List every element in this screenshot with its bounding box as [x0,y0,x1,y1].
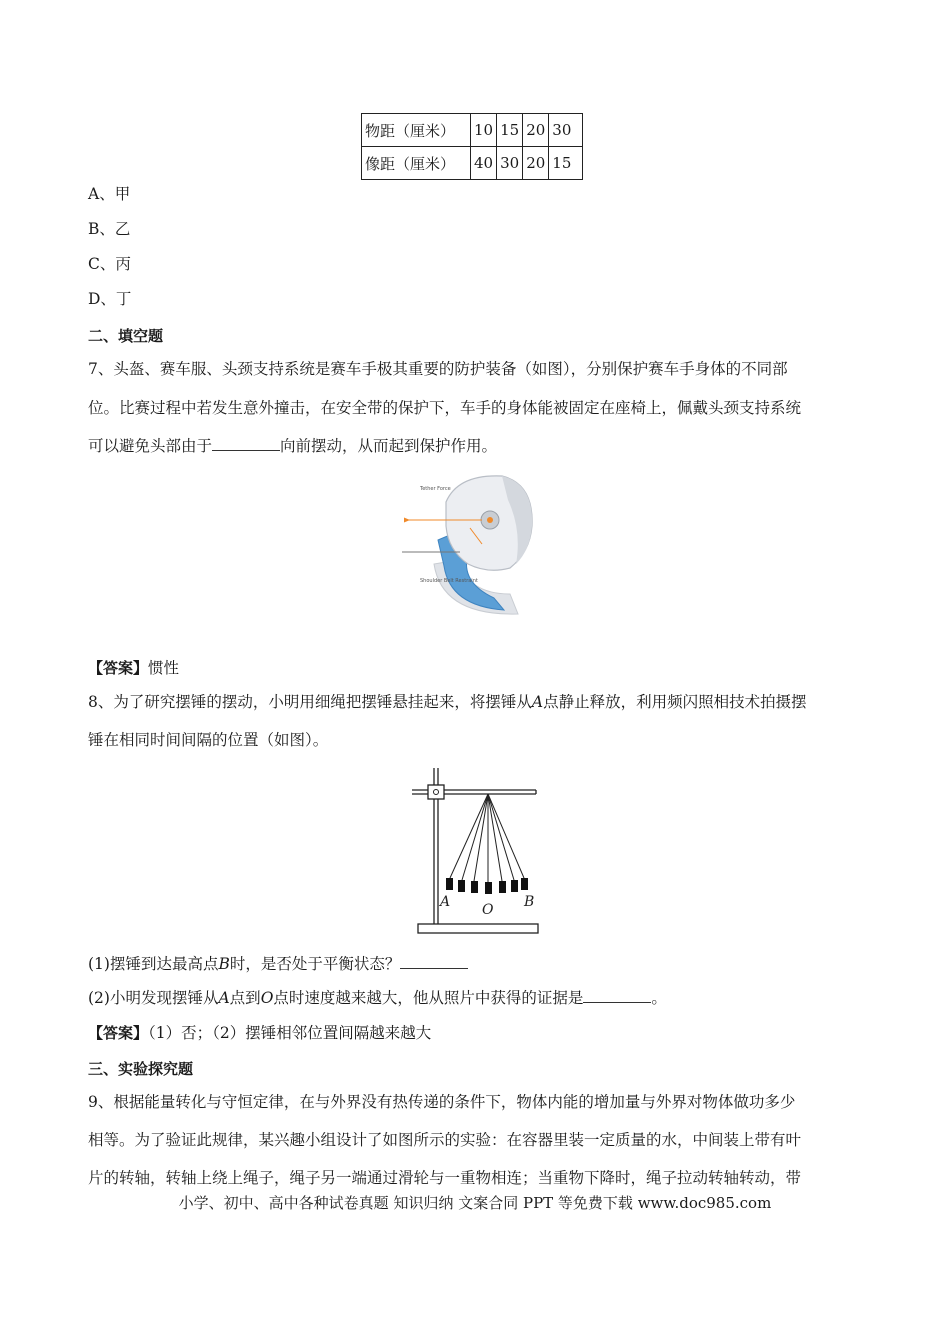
helmet-hans-figure [398,470,538,616]
answer-label: 【答案】 [88,1024,149,1042]
pendulum-label-o: O [482,902,494,918]
section-heading-fill-blank: 二、填空题 [88,327,164,345]
q8-sub-2-mid-1: 点到 [229,989,261,1007]
q7-answer [88,658,179,678]
table-cell: 30 [549,114,583,147]
q8-line-1 [88,692,807,712]
q7-line-2: 位。比赛过程中若发生意外撞击，在安全带的保护下，车手的身体能被固定在座椅上，佩戴头颈支持系统 [88,399,802,417]
q9-line-3: 片的转轴，转轴上绕上绳子，绳子另一端通过滑轮与一重物相连；当重物下降时，绳子拉动转轴转动，带 [88,1169,802,1187]
q8-answer-text: （1）否；（2）摆锤相邻位置间隔越来越大 [148,1024,432,1042]
tether-force-label: Tether Force [420,486,451,492]
q8-sub-2-start: (2)小明发现摆锤从 [88,989,219,1007]
q9-line-2: 相等。为了验证此规律，某兴趣小组设计了如图所示的实验：在容器里装一定质量的水，中间装上带有叶 [88,1131,802,1149]
answer-label: 【答案】 [88,659,149,677]
point-o-label: O [260,989,274,1007]
q8-line-1-end: 点静止释放，利用频闪照相技术拍摄摆 [543,693,807,711]
table-cell: 15 [497,114,523,147]
option-d: D、丁 [88,290,132,308]
q7-line-3 [88,436,497,456]
q8-line-2: 锤在相同时间间隔的位置（如图）。 [88,731,329,749]
shoulder-belt-label: Shoulder Belt Restraint [420,578,478,584]
q8-sub-2-end: 。 [651,989,667,1007]
option-a: A、甲 [88,185,131,203]
page-footer: 小学、初中、高中各种试卷真题 知识归纳 文案合同 PPT 等免费下载 www.doc985.com [178,1194,772,1212]
q7-answer-blank [212,436,280,451]
q7-answer-text: 惯性 [148,659,180,677]
q8-answer [88,1023,431,1043]
section-heading-experiment: 三、实验探究题 [88,1060,194,1078]
table-cell: 15 [549,147,583,180]
table-cell: 30 [497,147,523,180]
table-cell: 40 [471,147,497,180]
table-cell: 20 [523,114,549,147]
row-label: 像距（厘米） [362,147,471,180]
option-c: C、丙 [88,255,131,273]
q8-line-1-start: 8、为了研究摆锤的摆动，小明用细绳把摆锤悬挂起来，将摆锤从 [88,693,532,711]
row-label: 物距（厘米） [362,114,471,147]
table-cell: 20 [523,147,549,180]
q7-line-3-start: 可以避免头部由于 [88,437,213,455]
point-b-label: B [218,955,230,973]
option-b: B、乙 [88,220,131,238]
table-row [362,147,583,180]
pendulum-label-a: A [440,894,451,910]
q7-line-3-end: 向前摆动，从而起到保护作用。 [280,437,498,455]
q8-sub-1-end: 时，是否处于平衡状态？ [229,955,401,973]
q8-sub-1 [88,954,468,974]
q7-line-1: 7、头盔、赛车服、头颈支持系统是赛车手极其重要的防护装备（如图），分别保护赛车手身体的不同部 [88,360,788,378]
distance-table [361,113,583,180]
q8-sub-2-blank [583,988,651,1003]
pendulum-label-b: B [524,894,535,910]
table-cell: 10 [471,114,497,147]
q8-sub-2 [88,988,667,1008]
point-a-label: A [218,989,230,1007]
q8-sub-1-start: (1)摆锤到达最高点 [88,955,219,973]
point-a-label: A [531,693,544,711]
q9-line-1: 9、根据能量转化与守恒定律，在与外界没有热传递的条件下，物体内能的增加量与外界对物体做功多少 [88,1093,796,1111]
q8-sub-1-blank [400,954,468,969]
q8-sub-2-mid-2: 点时速度越来越大，他从照片中获得的证据是 [273,989,584,1007]
table-row [362,114,583,147]
pendulum-figure [410,762,550,940]
